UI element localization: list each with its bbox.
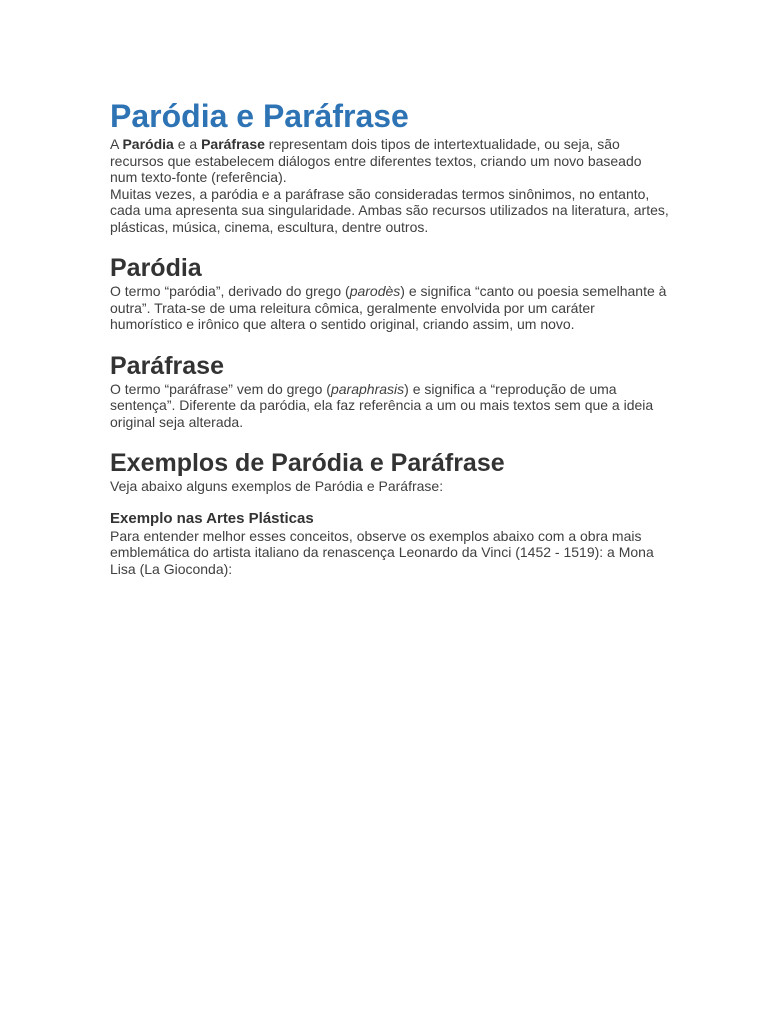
section-heading-parodia: Paródia (110, 254, 202, 282)
section-heading-parafrase: Paráfrase (110, 351, 224, 380)
subsection-heading-artes: Exemplo nas Artes Plásticas (110, 509, 314, 527)
parafrase-paragraph (110, 381, 670, 431)
parafrase-text-post: ) e significa a “reprodução de uma sentença”. Diferente da paródia, ela faz referência a um ou mais textos sem que a ideia original seja alterada. (110, 380, 654, 430)
parafrase-italic-term: paraphrasis (330, 380, 405, 397)
parodia-text-post: ) e significa “canto ou poesia semelhante à outra”. Trata-se de uma releitura cômica, geralmente envolvida por um caráter humorístico e irônico que altera o sentido original, criando assim, um novo. (110, 283, 667, 332)
parodia-italic-term: parodès (349, 283, 401, 299)
intro-text-a: A (110, 136, 123, 152)
document-page (110, 96, 670, 577)
page-title: Paródia e Paráfrase (110, 98, 409, 134)
parodia-text-pre: O termo “paródia”, derivado do grego ( (110, 283, 350, 299)
intro-text-rest: representam dois tipos de intertextualidade, ou seja, são recursos que estabelecem diálogos entre diferentes textos, criando um novo baseado num texto-fonte (referência). (110, 136, 642, 185)
parafrase-text-pre: O termo “paráfrase” vem do grego ( (110, 380, 331, 397)
parodia-paragraph (110, 283, 670, 333)
intro-text-e-a: e a (173, 136, 202, 152)
artes-paragraph: Para entender melhor esses conceitos, observe os exemplos abaixo com a obra mais emblemática do artista italiano da renascença Leonardo da Vinci (1452 - 1519): a Mona Lisa (La Gioconda): (110, 527, 654, 577)
section-heading-exemplos: Exemplos de Paródia e Paráfrase (110, 449, 505, 477)
intro-paragraph-2: Muitas vezes, a paródia e a paráfrase são consideradas termos sinônimos, no entanto, cada uma apresenta sua singularidade. Ambas são recursos utilizados na literatura, artes, plásticas, música, cinema, escultura, dentre outros. (110, 185, 669, 235)
intro-bold-parodia: Paródia (122, 136, 174, 152)
intro-bold-parafrase: Paráfrase (201, 136, 265, 152)
intro-paragraph-1 (110, 136, 670, 186)
exemplos-paragraph: Veja abaixo alguns exemplos de Paródia e Paráfrase: (110, 478, 444, 494)
